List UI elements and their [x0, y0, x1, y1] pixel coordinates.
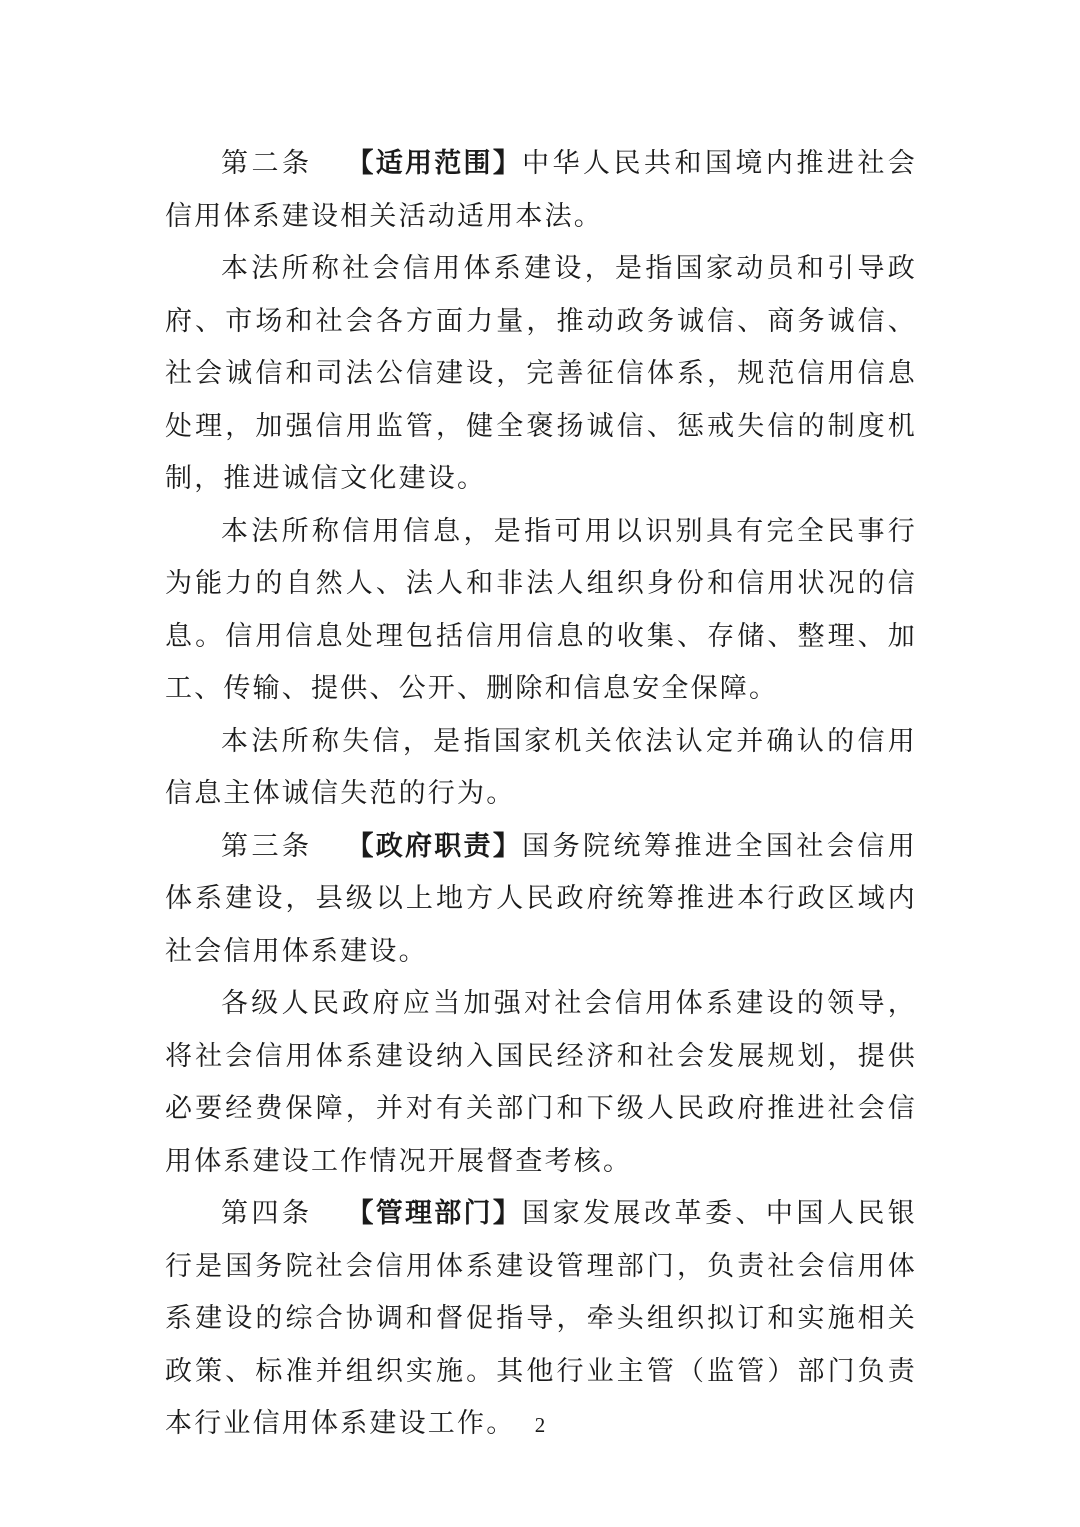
article-2-number: 第二条 — [221, 148, 313, 179]
article-2-heading: 【适用范围】 — [346, 148, 523, 179]
article-2-paragraph-3: 本法所称信用信息，是指可用以识别具有完全民事行为能力的自然人、法人和非法人组织身份和信用状况的信息。信用信息处理包括信用信息的收集、存储、整理、加工、传输、提供、公开、删除和信息安全保障。 — [165, 515, 917, 704]
article-3-number: 第三条 — [221, 830, 313, 862]
article-2-text-1: 中华人民共和国境内推进社会信用体系建设相关活动适用本法。 — [165, 148, 917, 232]
page-number: 2 — [534, 1413, 546, 1437]
article-4-number: 第四条 — [221, 1198, 313, 1229]
article-4-text-1: 国家发展改革委、中国人民银行是国务院社会信用体系建设管理部门，负责社会信用体系建设的综合协调和督促指导，牵头组织拟订和实施相关政策、标准并组织实施。其他行业主管（监管）部门负责本行业信用体系建设工作。 — [165, 1198, 917, 1439]
article-3-text-1: 国务院统筹推进全国社会信用体系建设，县级以上地方人民政府统筹推进本行政区域内社会信用体系建设。 — [165, 830, 917, 967]
article-3-paragraph-1 — [165, 821, 917, 979]
article-2-paragraph-2: 本法所称社会信用体系建设，是指国家动员和引导政府、市场和社会各方面力量，推动政务诚信、商务诚信、社会诚信和司法公信建设，完善征信体系，规范信用信息处理，加强信用监管，健全褒扬诚信、惩戒失信的制度机制，推进诚信文化建设。 — [165, 253, 917, 494]
article-3-paragraph-2: 各级人民政府应当加强对社会信用体系建设的领导，将社会信用体系建设纳入国民经济和社会发展规划，提供必要经费保障，并对有关部门和下级人民政府推进社会信用体系建设工作情况开展督查考核。 — [165, 988, 917, 1177]
article-2-paragraph-4: 本法所称失信，是指国家机关依法认定并确认的信用信息主体诚信失范的行为。 — [165, 725, 917, 809]
document-body — [165, 138, 917, 1451]
article-2-paragraph-1 — [165, 138, 917, 243]
article-4-heading: 【管理部门】 — [346, 1198, 523, 1229]
article-4-paragraph-1 — [165, 1188, 917, 1451]
article-3-heading: 【政府职责】 — [346, 830, 523, 862]
